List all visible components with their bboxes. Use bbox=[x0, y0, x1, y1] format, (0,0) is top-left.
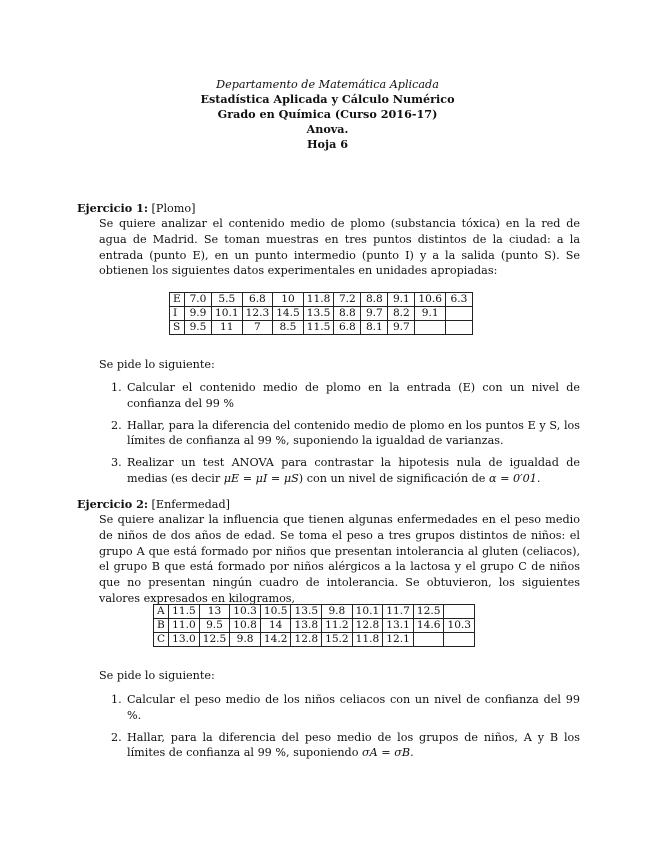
exercise-1-ask: Se pide lo siguiente: bbox=[99, 358, 215, 371]
table-cell: 8.8 bbox=[361, 293, 388, 307]
item-text-a: Hallar, para la diferencia del peso medio de los grupos de niños, A y B los límites de confianza al 99 %, suponiendo bbox=[127, 730, 580, 760]
item-text: Hallar, para la diferencia del contenido medio de plomo en los puntos E y S, los límites de confianza al 99 %, suponiendo la igualdad de varianzas. bbox=[127, 418, 580, 448]
table-cell: 12.8 bbox=[291, 633, 322, 647]
table-cell: 10.6 bbox=[415, 293, 446, 307]
table-cell: 6.3 bbox=[445, 293, 472, 307]
alpha-formula: α = 0′01. bbox=[488, 471, 541, 485]
table-cell: 6.8 bbox=[334, 321, 361, 335]
table-row bbox=[154, 605, 475, 619]
table-cell: 14.2 bbox=[260, 633, 291, 647]
table-cell: 8.2 bbox=[388, 307, 415, 321]
row-label: E bbox=[170, 293, 185, 307]
table-cell: 10.1 bbox=[352, 605, 383, 619]
table-cell: 13.1 bbox=[383, 619, 414, 633]
item-text-b: ) con un nivel de significación de bbox=[298, 471, 489, 485]
table-cell: 13.0 bbox=[169, 633, 200, 647]
table-cell: 11.5 bbox=[303, 321, 334, 335]
table-cell: 11 bbox=[212, 321, 243, 335]
table-cell: 8.8 bbox=[334, 307, 361, 321]
exercise-2-item-1 bbox=[99, 692, 580, 724]
table-row bbox=[154, 619, 475, 633]
table-cell: 7.2 bbox=[334, 293, 361, 307]
table-cell: 9.7 bbox=[388, 321, 415, 335]
row-label: C bbox=[154, 633, 169, 647]
table-cell: 10.3 bbox=[230, 605, 261, 619]
table-cell: 9.1 bbox=[415, 307, 446, 321]
table-cell: 9.5 bbox=[185, 321, 212, 335]
table-cell: 13 bbox=[199, 605, 230, 619]
table-cell: 7.0 bbox=[185, 293, 212, 307]
row-label: A bbox=[154, 605, 169, 619]
row-label: S bbox=[170, 321, 185, 335]
table-cell: 15.2 bbox=[322, 633, 353, 647]
exercise-1-item-3 bbox=[99, 455, 580, 487]
exercise-1-item-1 bbox=[99, 380, 580, 412]
table-cell: 11.0 bbox=[169, 619, 200, 633]
exercise-2 bbox=[77, 497, 580, 607]
table-cell: 12.3 bbox=[242, 307, 273, 321]
table-cell: 6.8 bbox=[242, 293, 273, 307]
table-cell: 10.3 bbox=[444, 619, 475, 633]
table-row bbox=[154, 633, 475, 647]
table-cell: 13.5 bbox=[291, 605, 322, 619]
table-cell: 9.5 bbox=[199, 619, 230, 633]
table-row bbox=[170, 293, 473, 307]
item-number: 1. bbox=[111, 693, 122, 706]
table-cell: 8.1 bbox=[361, 321, 388, 335]
table-cell: 10 bbox=[273, 293, 304, 307]
exercise-1 bbox=[77, 201, 580, 279]
table-cell: 10.1 bbox=[212, 307, 243, 321]
exercise-2-table bbox=[153, 604, 475, 647]
table-cell: 12.5 bbox=[413, 605, 444, 619]
exercise-1-table bbox=[169, 292, 473, 335]
table-cell: 8.5 bbox=[273, 321, 304, 335]
table-row bbox=[170, 307, 473, 321]
table-cell: 12.5 bbox=[199, 633, 230, 647]
topic-title: Anova. bbox=[306, 122, 349, 136]
table-cell: 9.8 bbox=[322, 605, 353, 619]
table-cell: 9.8 bbox=[230, 633, 261, 647]
degree-title: Grado en Química (Curso 2016-17) bbox=[217, 107, 438, 121]
exercise-1-title bbox=[77, 201, 580, 216]
item-number: 1. bbox=[111, 381, 122, 394]
table-cell: 11.7 bbox=[383, 605, 414, 619]
exercise-1-items bbox=[99, 380, 580, 493]
item-text: Calcular el contenido medio de plomo en la entrada (E) con un nivel de confianza del 99 % bbox=[127, 381, 580, 410]
item-number: 3. bbox=[111, 456, 122, 470]
exercise-2-title bbox=[77, 497, 580, 512]
table-cell: 11.5 bbox=[169, 605, 200, 619]
mean-equality-formula: μE = μI = μS bbox=[223, 471, 299, 485]
table-cell: 10.5 bbox=[260, 605, 291, 619]
exercise-2-tag: [Enfermedad] bbox=[151, 498, 230, 511]
document-header bbox=[0, 77, 655, 152]
table-cell: 11.2 bbox=[322, 619, 353, 633]
table-row bbox=[170, 321, 473, 335]
course-title: Estadística Aplicada y Cálculo Numérico bbox=[200, 92, 455, 106]
sheet-title: Hoja 6 bbox=[306, 137, 348, 151]
row-label: B bbox=[154, 619, 169, 633]
table-cell: 9.1 bbox=[388, 293, 415, 307]
exercise-1-tag: [Plomo] bbox=[151, 202, 196, 215]
table-cell: 12.1 bbox=[383, 633, 414, 647]
exercise-2-item-2 bbox=[99, 730, 580, 762]
table-cell: 9.7 bbox=[361, 307, 388, 321]
table-cell: 14.5 bbox=[273, 307, 304, 321]
row-label: I bbox=[170, 307, 185, 321]
exercise-2-statement: Se quiere analizar la influencia que tienen algunas enfermedades en el peso medio de niños de dos años de edad. Se toma el peso a tres grupos distintos de niños: el grupo A que está formado por niños que presentan intolerancia al gluten (celiacos), el grupo B que está formado por niños alérgicos a la lactosa y el grupo C de niños que no presentan ningún cuadro de intolerancia. Se obtuvieron, los siguientes valores expresados en kilogramos, bbox=[99, 513, 580, 605]
table-cell bbox=[413, 633, 444, 647]
table-cell: 5.5 bbox=[212, 293, 243, 307]
table-cell: 13.8 bbox=[291, 619, 322, 633]
table-cell: 14 bbox=[260, 619, 291, 633]
department: Departamento de Matemática Aplicada bbox=[216, 78, 439, 91]
item-text-a: Realizar un test ANOVA para contrastar la hipotesis nula de igualdad de medias (es decir bbox=[127, 456, 580, 485]
table-cell: 12.8 bbox=[352, 619, 383, 633]
table-cell: 11.8 bbox=[352, 633, 383, 647]
exercise-1-label: Ejercicio 1: bbox=[77, 201, 148, 215]
table-cell bbox=[445, 321, 472, 335]
table-cell bbox=[444, 605, 475, 619]
table-cell: 13.5 bbox=[303, 307, 334, 321]
exercise-2-label: Ejercicio 2: bbox=[77, 497, 148, 511]
exercise-2-items bbox=[99, 692, 580, 767]
table-cell bbox=[445, 307, 472, 321]
sigma-formula: σA = σB. bbox=[362, 746, 414, 760]
table-cell: 10.8 bbox=[230, 619, 261, 633]
exercise-1-statement: Se quiere analizar el contenido medio de plomo (substancia tóxica) en la red de agua de Madrid. Se toman muestras en tres puntos distintos de la ciudad: a la entrada (punto E), en un punto intermedio (punto I) y a la salida (punto S). Se obtienen los siguientes datos experimentales en unidades apropiadas: bbox=[99, 217, 580, 278]
table-cell: 7 bbox=[242, 321, 273, 335]
item-number: 2. bbox=[111, 730, 122, 744]
table-cell bbox=[415, 321, 446, 335]
table-cell bbox=[444, 633, 475, 647]
exercise-2-ask: Se pide lo siguiente: bbox=[99, 669, 215, 682]
exercise-1-item-2 bbox=[99, 418, 580, 450]
table-cell: 14.6 bbox=[413, 619, 444, 633]
item-text: Calcular el peso medio de los niños celiacos con un nivel de confianza del 99 %. bbox=[127, 693, 580, 722]
table-cell: 11.8 bbox=[303, 293, 334, 307]
item-number: 2. bbox=[111, 418, 122, 432]
table-cell: 9.9 bbox=[185, 307, 212, 321]
